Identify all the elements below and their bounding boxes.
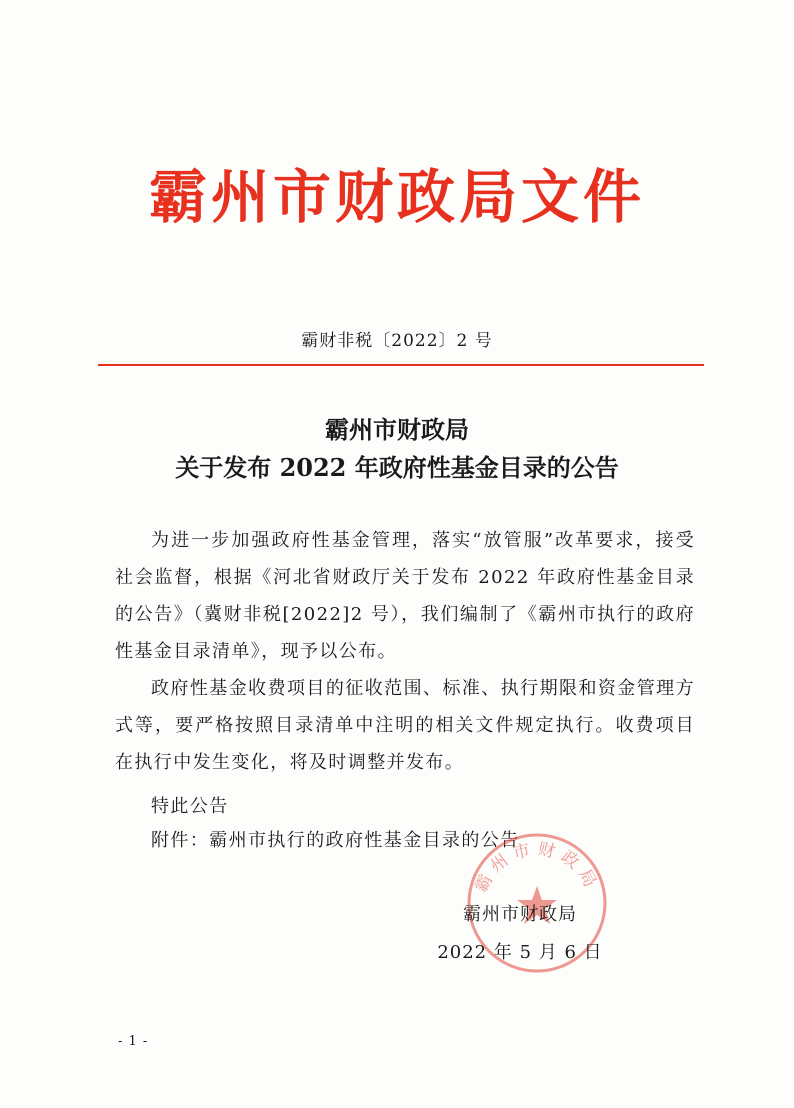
signature-date: 2022 年 5 月 6 日: [437, 942, 603, 963]
attachment-note: 附件：霸州市执行的政府性基金目录的公告: [151, 830, 520, 851]
closing-statement: 特此公告: [151, 796, 229, 817]
seal-text: 霸州市财政局: [471, 839, 603, 896]
body-paragraph-2: 政府性基金收费项目的征收范围、标准、执行期限和资金管理方式等，要严格按照目录清单中注明的相关文件规定执行。收费项目在执行中发生变化，将及时调整并发布。: [115, 678, 695, 773]
page-number: - 1 -: [118, 1034, 149, 1049]
body-paragraph-1: 为进一步加强政府性基金管理，落实“放管服”改革要求，接受社会监督，根据《河北省财政厅关于发布 2022 年政府性基金目录的公告》（冀财非税[2022]2 号），我们编制了《霸州市执行的政府性基金目录清单》，现予以公布。: [115, 530, 695, 662]
header-divider: [98, 364, 704, 366]
agency-header-title: 霸州市财政局文件: [148, 163, 645, 231]
document-title-line1: 霸州市财政局: [325, 415, 469, 444]
document-title-line2: 关于发布 2022 年政府性基金目录的公告: [175, 453, 619, 482]
document-number: 霸财非税〔2022〕2 号: [301, 331, 493, 351]
signature-organization: 霸州市财政局: [463, 904, 577, 925]
